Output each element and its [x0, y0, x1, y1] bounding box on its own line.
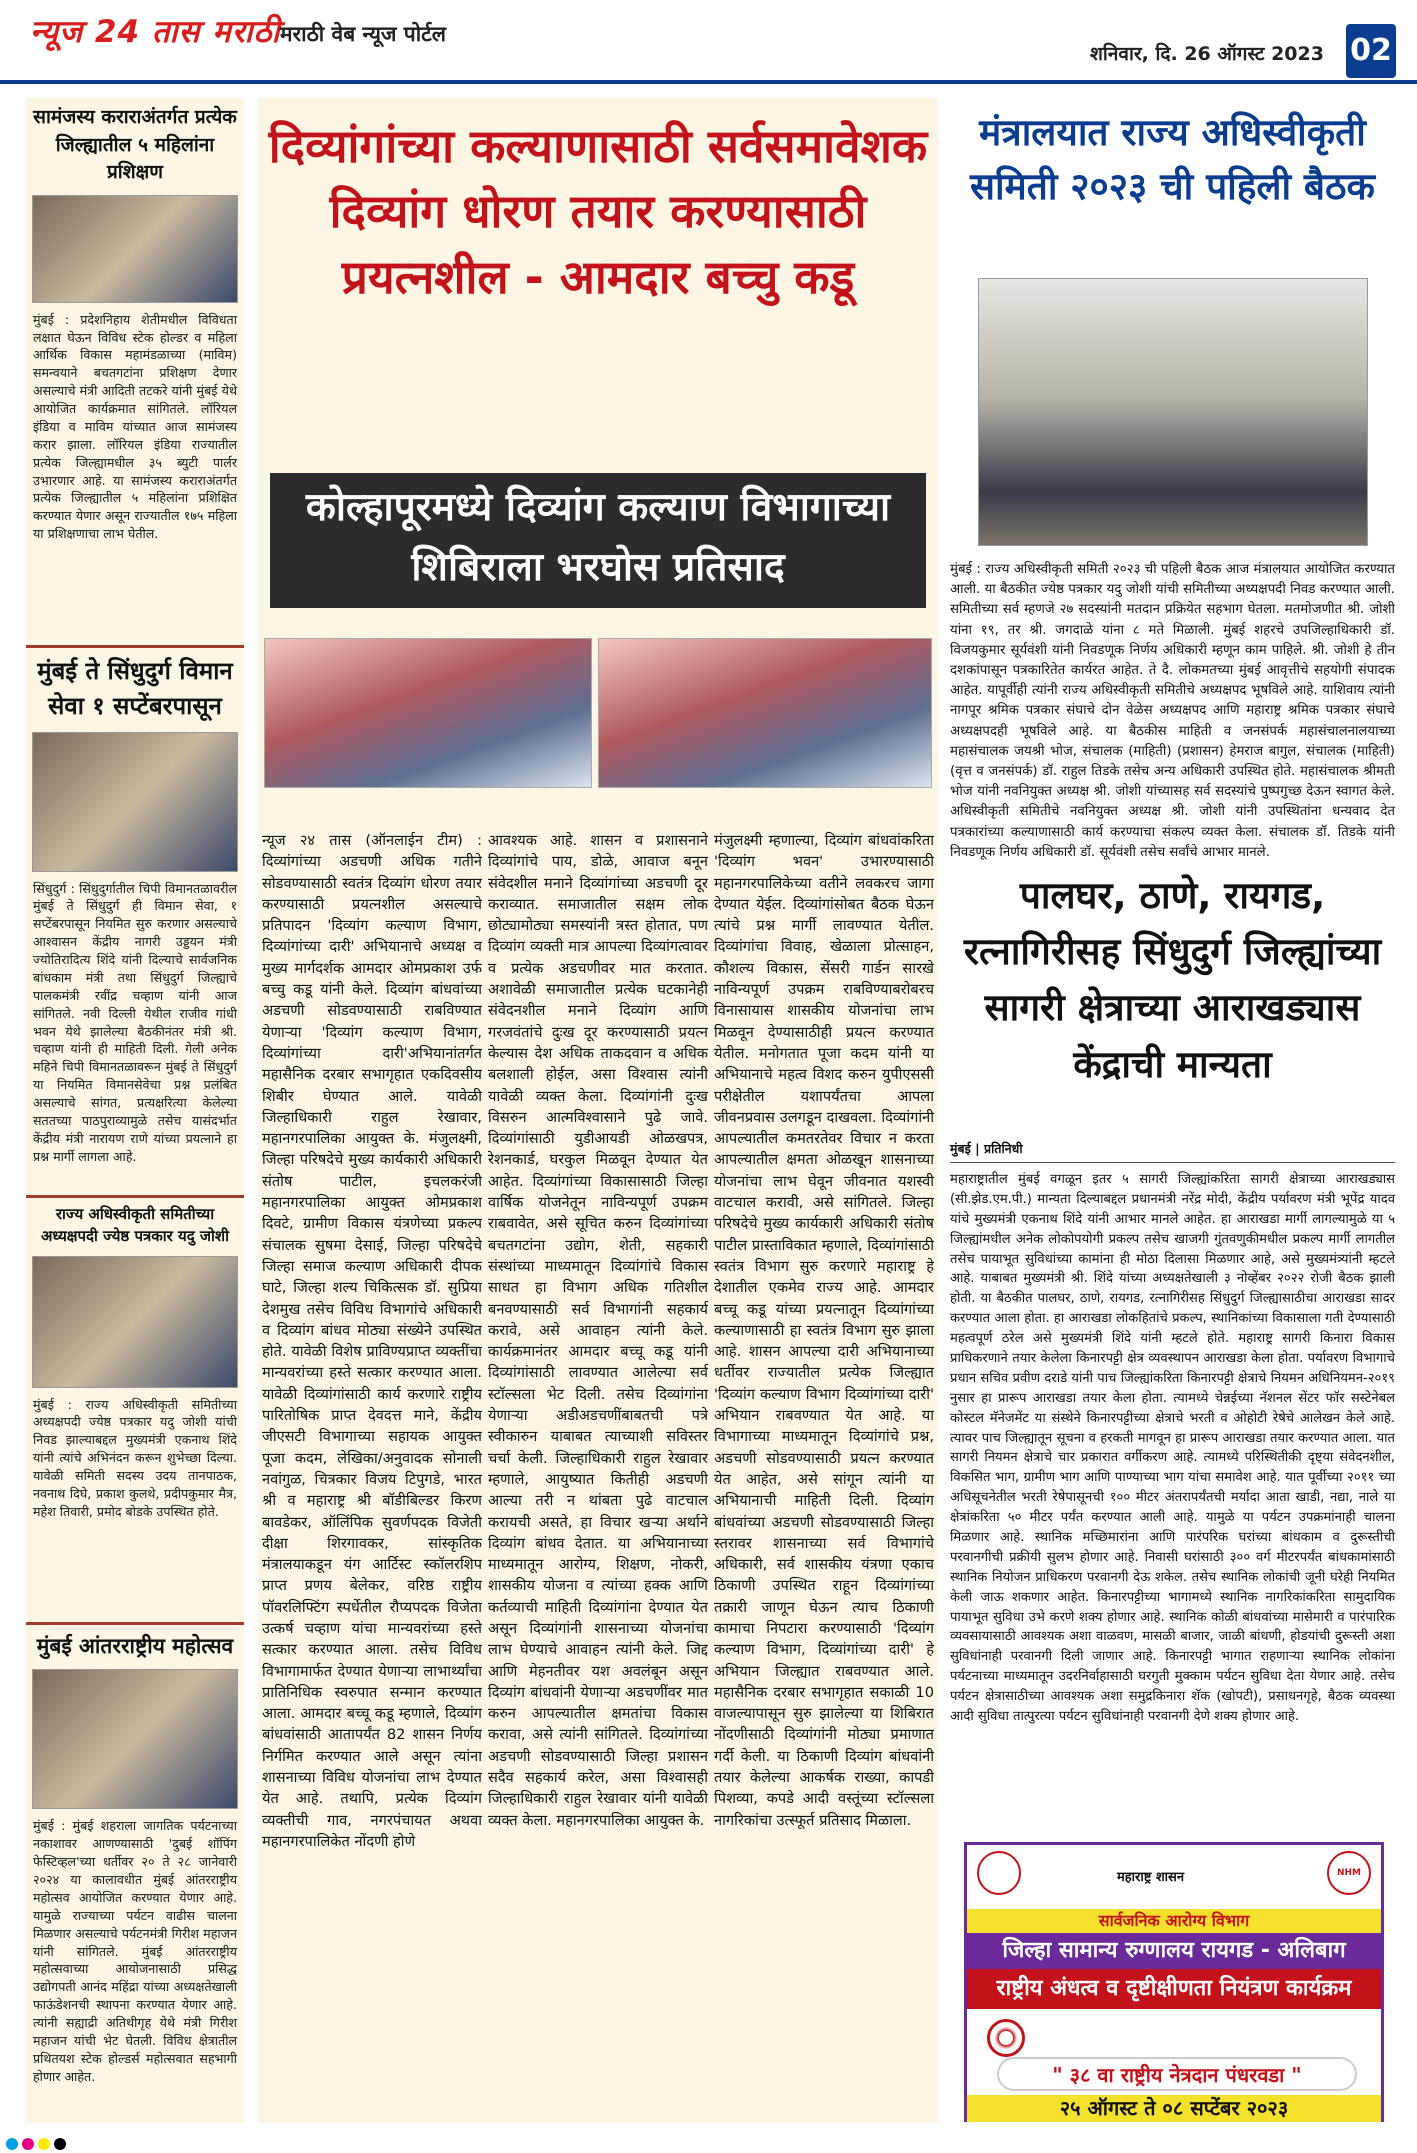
eye-logo-icon — [977, 1851, 1021, 1895]
eye-icon — [987, 2019, 1025, 2057]
right-story-body: मुंबई : राज्य अधिस्वीकृती समिती २०२३ ची पहिली बैठक आज मंत्रालयात आयोजित करण्यात आली. या बैठकीत ज्येष्ठ पत्रकार यदु जोशी यांची समितीच्या अध्यक्षपदी निवड करण्यात आली. समितीच्या सर्व म्हणजे २७ सदस्यांनी मतदान प्रक्रियेत सहभाग घेतला. मतमोजणीत श्री. जोशी यांना १९, तर श्री. जगदाळे यांना ८ मते मिळाली. मुंबई शहरचे उपजिल्हाधिकारी डॉ. विजयकुमार सूर्यवंशी यांनी निवडणूक निर्णय अधिकारी म्हणून काम पाहिले. श्री. जोशी हे तीन दशकांपासून पत्रकारितेत कार्यरत आहेत. ते दै. लोकमतच्या मुंबई आवृत्तीचे सहयोगी संपादक आहेत. यापूर्वीही त्यांनी राज्य अधिस्वीकृती समितीचे अध्यक्षपद भूषविले आहे. याशिवाय त्यांनी नागपूर श्रमिक पत्रकार संघाचे दोन वेळेस अध्यक्षपद आणि महाराष्ट्र श्रमिक पत्रकार संघाचे अध्यक्षपदही भूषविले आहे. या बैठकीस माहिती व जनसंपर्क महासंचालनालयाच्या महासंचालक जयश्री भोज, संचालक (माहिती) (प्रशासन) हेमराज बागुल, संचालक (माहिती) (वृत्त व जनसंपर्क) डॉ. राहुल तिडके तसेच अन्य अधिकारी उपस्थित होते. महासंचालक श्रीमती भोज यांनी नवनियुक्त अध्यक्ष श्री. जोशी यांच्यासह सर्व सदस्यांचे पुष्पगुच्छ देऊन स्वागत केले. अधिस्वीकृती समितीचे नवनियुक्त अध्यक्ष श्री. जोशी यांनी उपस्थितांना धन्यवाद देत पत्रकारांच्या कल्याणासाठी कार्य करण्याचा संकल्प व्यक्त केला. संचालक डॉ. तिडके यांनी निवडणूक निर्णय अधिकारी डॉ. सूर्यवंशी तसेच सर्वांचे आभार मानले. — [950, 562, 1395, 860]
nhm-logo-icon: NHM — [1327, 1851, 1371, 1895]
sidebar-story-body: मुंबई : राज्य अधिस्वीकृती समितीच्या अध्यक्षपदी ज्येष्ठ पत्रकार यदु जोशी यांची निवड झाल्याबद्दल मुख्यमंत्री एकनाथ शिंदे यांनी त्यांचे अभिनंदन करून शुभेच्छा दिल्या. यावेळी समिती सदस्य उदय तानपाठक, नवनाथ दिघे, प्रकाश कुलथे, प्रदीपकुमार मैत्र, महेश तिवारी, प्रमोद बोडके उपस्थित होते. — [33, 1396, 237, 1519]
main-photo-right — [598, 638, 932, 788]
sidebar-story-photo — [32, 732, 238, 872]
sidebar-story-body: मुंबई : प्रदेशनिहाय शेतीमधील विविधता लक्षात घेऊन विविध स्टेक होल्डर व महिला आर्थिक विकास महामंडळाच्या (माविम) समन्वयाने बचतगटांना प्रशिक्षण देणार असल्याचे मंत्री आदिती तटकरे यांनी मुंबई येथे आयोजित कार्यक्रमात सांगितले. लॉरियल इंडिया व माविम यांच्यात आज सामंजस्य करार झाला. लॉरियल इंडिया राज्यातील प्रत्येक जिल्ह्यामधील ३५ ब्युटी पार्लर उभारणार आहे. या सामंजस्य कराराअंतर्गत प्रत्येक जिल्ह्यातील ५ महिलांना प्रशिक्षित करण्यात येणार असून राज्यातील १७५ महिला या प्रशिक्षणाचा लाभ घेतील. — [33, 311, 237, 542]
main-body-column-3: मंजुलक्ष्मी म्हणाल्या, दिव्यांग बांधवांकरिता 'दिव्यांग भवन' उभारण्यासाठी महानगरपालिकेच्या वतीने लवकरच जागा देण्यात येईल. दिव्यांगांसोबत बैठक घेऊन त्यांचे प्रश्न मार्गी लावण्यात येतील. दिव्यांगांचा विवाह, खेळाला प्रोत्साहन, कौशल्य विकास, सेंसरी गार्डन सारखे नाविन्यपूर्ण उपक्रम राबविण्याबरोबरच विनासायास शासकीय योजनांचा लाभ मिळवून देण्यासाठीही प्रयत्न करण्यात येतील. मनोगतात पूजा कदम यांनी या अभियानाचे महत्व विशद करुन युपीएससी परीक्षेतील यशापर्यंतचा आपला जीवनप्रवास उलगडून दाखवला. दिव्यांगांनी आपल्यातील कमतरतेवर विचार न करता आपल्यातील क्षमता ओळखून शासनाच्या योजनांचा लाभ घेवून जीवनात यशस्वी वाटचाल करावी, असे सांगितले. जिल्हा परिषदेचे मुख्य कार्यकारी अधिकारी संतोष पाटील प्रास्ताविकात म्हणाले, दिव्यांगांसाठी स्वतंत्र विभाग सुरु करणारे महाराष्ट्र हे देशातील एकमेव राज्य आहे. आमदार बच्चू कडू यांच्या प्रयत्नातून दिव्यांगांच्या कल्याणासाठी हा स्वतंत्र विभाग सुरु झाला आहे. शासन आपल्या दारी अभियानाच्या धर्तीवर राज्यातील प्रत्येक जिल्ह्यात 'दिव्यांग कल्याण विभाग दिव्यांगांच्या दारी' अभियान राबवण्यात येत आहे. या विभागाच्या माध्यमातून दिव्यांगांचे प्रश्न, अडचणी सोडवण्यासाठी प्रयत्न करण्यात येत आहेत, असे सांगून त्यांनी या अभियानाची माहिती दिली. दिव्यांग बांधवांच्या अडचणी सोडवण्यासाठी जिल्हा स्तरावर शासनाच्या सर्व विभागांचे अधिकारी, सर्व शासकीय यंत्रणा एकाच ठिकाणी उपस्थित राहून दिव्यांगांच्या तक्रारी जाणून घेऊन त्याच ठिकाणी कामाचा निपटारा करण्यासाठी 'दिव्यांग कल्याण विभाग, दिव्यांगांच्या दारी' हे अभियान जिल्ह्यात राबवण्यात आले. महासैनिक दरबार सभागृहात सकाळी 10 वाजल्यापासून सुरु झालेल्या या शिबिरात नोंदणीसाठी दिव्यांगांनी मोठ्या प्रमाणात गर्दी केली. या ठिकाणी दिव्यांग बांधवांनी तयार केलेल्या आकर्षक राख्या, कापडी पिशव्या, कपडे आदी वस्तूंच्या स्टॉल्सला नागरिकांचा उत्स्फूर्त प्रतिसाद मिळाला. — [714, 832, 934, 1829]
main-sub-banner: कोल्हापूरमध्ये दिव्यांग कल्याण विभागाच्या शिबिराला भरघोस प्रतिसाद — [270, 473, 926, 608]
ad-hospital: जिल्हा सामान्य रुग्णालय रायगड - अलिबाग — [967, 1933, 1381, 1969]
sidebar-story-headline[interactable]: राज्य अधिस्वीकृती समितीच्या अध्यक्षपदी ज्येष्ठ पत्रकार यदु जोशी — [40, 1205, 230, 1245]
ad-dates: २५ ऑगस्ट ते ०८ सप्टेंबर २०२३ — [967, 2095, 1381, 2122]
right-story2-headline[interactable]: पालघर, ठाणे, रायगड, रत्नागिरीसह सिंधुदुर्ग जिल्ह्यांच्या सागरी क्षेत्राच्या आराखड्यास केंद्राची मान्यता — [963, 874, 1382, 1086]
government-advertisement[interactable] — [964, 1842, 1384, 2122]
sidebar-story-headline[interactable]: सामंजस्य कराराअंतर्गत प्रत्येक जिल्ह्यातील ५ महिलांना प्रशिक्षण — [33, 106, 237, 184]
magenta-dot-icon — [22, 2138, 34, 2150]
brand-subtitle: मराठी वेब न्यूज पोर्टल — [280, 22, 446, 46]
main-body-column-1: न्यूज २४ तास (ऑनलाईन टीम) : दिव्यांगांच्या अडचणी अधिक गतीने सोडवण्यासाठी स्वतंत्र दिव्यांग धोरण तयार करण्यासाठी प्रयत्नशील असल्याचे प्रतिपादन 'दिव्यांग कल्याण विभाग, दिव्यांगांच्या दारी' अभियानाचे अध्यक्ष व मुख्य मार्गदर्शक आमदार ओमप्रकाश उर्फ बच्चु कडू यांनी केले. दिव्यांग बांधवांच्या अडचणी सोडवण्यासाठी राबविण्यात येणाऱ्या 'दिव्यांग कल्याण विभाग, दिव्यांगांच्या दारी'अभियानांतर्गत महासैनिक दरबार सभागृहात एकदिवसीय शिबीर घेण्यात आले. यावेळी जिल्हाधिकारी राहुल रेखावार, महानगरपालिका आयुक्त के. मंजुलक्ष्मी, जिल्हा परिषदेचे मुख्य कार्यकारी अधिकारी संतोष पाटील, इचलकरंजी महानगरपालिका आयुक्त ओमप्रकाश दिवटे, ग्रामीण विकास यंत्रणेच्या प्रकल्प संचालक सुषमा देसाई, जिल्हा परिषदेचे जिल्हा समाज कल्याण अधिकारी दीपक घाटे, जिल्हा शल्य चिकित्सक डॉ. सुप्रिया देशमुख तसेच विविध विभागांचे अधिकारी व दिव्यांग बांधव मोठ्या संख्येने उपस्थित होते. यावेळी विशेष प्राविण्यप्राप्त व्यक्तींचा मान्यवरांच्या हस्ते सत्कार करण्यात आला. यावेळी दिव्यांगांसाठी कार्य करणारे राष्ट्रीय पारितोषिक प्राप्त देवदत्त माने, केंद्रीय जीएसटी विभागाच्या सहायक आयुक्त पूजा कदम, लेखिका/अनुवादक सोनाली नवांगुळ, चित्रकार विजय टिपुगडे, भारत श्री व महाराष्ट्र श्री बॉडीबिल्डर किरण बावडेकर, ऑलिंपिक सुवर्णपदक विजेती दीक्षा शिरगावकर, सांस्कृतिक मंत्रालयाकडून यंग आर्टिस्ट स्कॉलरशिप प्राप्त प्रणय बेलेकर, वरिष्ठ राष्ट्रीय पॉवरलिफ्टिंग स्पर्धेतील रौप्यपदक विजेता उत्कर्ष चव्हाण यांचा मान्यवरांच्या हस्ते सत्कार करण्यात आला. तसेच विविध विभागामार्फत देण्यात येणाऱ्या लाभार्थ्यांचा प्रातिनिधिक स्वरुपात सन्मान करण्यात आला. आमदार बच्चू कडू म्हणाले, दिव्यांग बांधवांसाठी आतापर्यंत 82 शासन निर्णय निर्गमित करण्यात आले असून त्यांना शासनाच्या विविध योजनांचा लाभ देण्यात येत आहे. तथापि, प्रत्येक दिव्यांग व्यक्तीची गाव, नगरपंचायत अथवा महानगरपालिकेत नोंदणी होणे — [262, 832, 482, 1850]
sidebar-story-photo — [32, 195, 238, 303]
right-story2-byline: मुंबई | प्रतिनिधी — [950, 1141, 1023, 1156]
right-story2-body: महाराष्ट्रातील मुंबई वगळून इतर ५ सागरी जिल्ह्यांकरिता सागरी क्षेत्राच्या आराखड्यास (सी.झेड.एम.पी.) मान्यता दिल्याबद्दल प्रधानमंत्री नरेंद्र मोदी, केंद्रीय पर्यावरण मंत्री भूपेंद्र यादव यांचे मुख्यमंत्री एकनाथ शिंदे यांनी आभार मानले आहेत. हा आराखडा मार्गी लागल्यामुळे या ५ जिल्ह्यांमधील अनेक लोकोपयोगी प्रकल्प तसेच खाजगी गुंतवणुकीमधील प्रकल्प मार्गी लागतील तसेच पायाभूत सुविधांच्या कामांना ही मोठा दिलासा मिळणार आहे, असे मुख्यमंत्र्यांनी म्हटले आहे. याबाबत मुख्यमंत्री श्री. शिंदे यांच्या अध्यक्षतेखाली ३ नोव्हेंबर २०२२ रोजी बैठक झाली होती. या बैठकीत पालघर, ठाणे, रायगड, रत्नागिरीसह सिंधुदुर्ग जिल्ह्यासाठीचा आराखडा सादर करण्यात आला होता. हा आराखडा लोकहितांचे प्रकल्प, स्थानिकांच्या विकासाला गती देण्यासाठी महत्वपूर्ण ठरेल असे मुख्यमंत्री शिंदे यांनी म्हटले होते. महाराष्ट्र सागरी किनारा विकास प्राधिकरणाने तयार केलेला किनारपट्टी क्षेत्र व्यवस्थापन आराखडा केला होता. पर्यावरण विभागाचे प्रधान सचिव प्रवीण दराडे यांनी पाच जिल्ह्यांकरिता किनारपट्टी क्षेत्राचे नियमन अधिनियमन-२०१९ नुसार हा प्रारूप आराखडा तयार केला होता. त्यामध्ये चेन्नईच्या नॅशनल सेंटर फॉर सस्टेनेबल कोस्टल मॅनेजमेंट या संस्थेने किनारपट्टीच्या क्षेत्राचे भरती व ओहोटी रेषेचे आलेखन केले आहे. त्यावर पाच जिल्ह्यातून सूचना व हरकती मागवून हा प्रारूप आराखडा तयार करण्यात आला. यात सागरी नियमन क्षेत्राचे चार प्रकारात वर्गीकरण आहे. त्यामध्ये परिस्थितीकी दृष्ट्या संवेदनशील, विकसित भाग, ग्रामीण भाग आणि पाण्याच्या भाग यांचा समावेश आहे. यात पूर्वीच्या २०११ च्या अधिसूचनेतील भरती रेषेपासूनची १०० मीटर अंतरापर्यंतची मर्यादा आता खाडी, नद्या, नाले या क्षेत्रांकरिता ५० मीटर पर्यंत करण्यात आली आहे. यामुळे या पर्यटन उपक्रमांनाही चालना मिळणार आहे. स्थानिक मच्छिमारांना आणि पारंपरिक घरांच्या बांधकाम व दुरूस्तीची परवानगीची प्रक्रीयी सुलभ होणार आहे. निवासी घरांसाठी ३०० वर्ग मीटरपर्यंत बांधकामांसाठी स्थानिक नियोजन प्राधिकरण परवानगी देऊ शकेल. तसेच स्थानिक लोकांची जूनी घरेही नियमित केली जाऊ शकणार आहेत. किनारपट्टीच्या भागामध्ये स्थानिक नागरिकांकरिता सामुदायिक पायाभूत सुविधा उभे करणे शक्य होणार आहे. स्थानिक कोळी बांधवांच्या मासेमारी व पारंपारिक व्यवसायासाठी आवश्यक अशा वाळवण, मासळी बाजार, जाळी बांधणी, होडयांची दुरूस्ती अशा सुविधांनाही परवानगी दिली जाणार आहे. किनारपट्टी भागात राहणाऱ्या स्थानिक लोकांना पर्यटनाच्या माध्यमातून उदरनिर्वाहासाठी घरगुती मुक्काम पर्यटन सुविधा देता येणार आहे. तसेच पर्यटन क्षेत्रासाठीच्या आवश्यक अशा समुद्रकिनारा शॅक (खोपटी), प्रसाधनगृहे, बैठक व्यवस्था आदी सुविधा तात्पुरत्या पर्यटन सुविधांनाही परवानगी देणे शक्य होणार आहे. — [950, 1172, 1395, 1725]
page-number: 02 — [1346, 24, 1396, 78]
divider — [950, 1162, 1395, 1163]
black-dot-icon — [54, 2138, 66, 2150]
sidebar-story-festival — [26, 1622, 244, 2122]
sidebar-story-committee — [26, 1195, 244, 1620]
left-sidebar — [26, 98, 244, 2123]
ad-fortnight: " ३८ वा राष्ट्रीय नेत्रदान पंधरवडा " — [997, 2057, 1357, 2091]
right-column — [950, 98, 1395, 2123]
ad-department: सार्वजनिक आरोग्य विभाग — [967, 1909, 1381, 1933]
ad-government-label: महाराष्ट्र शासन — [1117, 1870, 1185, 1885]
ad-program: राष्ट्रीय अंधत्व व दृष्टीक्षीणता नियंत्रण कार्यक्रम — [967, 1969, 1381, 2009]
main-body-column-2: आवश्यक आहे. शासन व प्रशासनाने दिव्यांगांचे पाय, डोळे, आवाज बनून संवेदशील मनाने दिव्यांगांच्या अडचणी दूर कराव्यात. समाजातील सक्षम लोक छोट्यामोठ्या समस्यांनी त्रस्त होतात, पण दिव्यांग व्यक्ती मात्र आपल्या दिव्यांगत्वावर व प्रत्येक अडचणीवर मात करतात. अशावेळी समाजातील प्रत्येक घटकानेही संवेदनशील मनाने दिव्यांग आणि गरजवंतांचे दुःख दूर करण्यासाठी प्रयत्न केल्यास देश अधिक ताकदवान व अधिक बलशाली होईल, असा विश्वास त्यांनी यावेळी व्यक्त केला. दिव्यांगांनी दुःख विसरुन आत्मविश्वासाने पुढे जावे. दिव्यांगांसाठी युडीआयडी ओळखपत्र, रेशनकार्ड, घरकुल मिळवून देण्यात येत आहेत. दिव्यांगांच्या विकासासाठी जिल्हा वार्षिक योजनेतून नाविन्यपूर्ण उपक्रम राबवावेत, असे सूचित करुन दिव्यांगांच्या बचतगटांना उद्योग, शेती, सहकारी संस्थांच्या माध्यमातून दिव्यांगांचे विकास साधत हा विभाग अधिक गतिशील बनवण्यासाठी सर्व विभागांनी सहकार्य करावे, असे आवाहन त्यांनी केले. कार्यक्रमानंतर आमदार बच्चू कडू यांनी दिव्यांगांसाठी लावण्यात आलेल्या सर्व स्टॉल्सला भेट दिली. तसेच दिव्यांगांना येणाऱ्या अडीअडचणींबाबतची पत्रे स्वीकारुन याबाबत त्याच्याशी सविस्तर चर्चा केली. जिल्हाधिकारी राहुल रेखावार म्हणाले, आयुष्यात कितीही अडचणी आल्या तरी न थांबता पुढे वाटचाल करायची असते, हा विचार खऱ्या अर्थाने दिव्यांग बांधव देतात. या अभियानाच्या माध्यमातून आरोग्य, शिक्षण, नोकरी, शासकीय योजना व त्यांच्या हक्क आणि कर्तव्याची माहिती दिव्यांगांना देण्यात येत असून दिव्यांगांनी शासनाच्या योजनांचा लाभ घेण्याचे आवाहन त्यांनी केले. जिद्द आणि मेहनतीवर यश अवलंबून असून दिव्यांग बांधवांनी येणाऱ्या अडचणींवर मात करुन आपल्यातील क्षमतांचा विकास करावा, असे त्यांनी सांगितले. दिव्यांगांच्या अडचणी सोडवण्यासाठी जिल्हा प्रशासन सदैव सहकार्य करेल, असा विश्वासही जिल्हाधिकारी राहुल रेखावार यांनी यावेळी व्यक्त केला. महानगरपालिका आयुक्त के. — [488, 832, 708, 1829]
sidebar-story-flight — [26, 645, 244, 1193]
sidebar-story-headline[interactable]: मुंबई आंतरराष्ट्रीय महोत्सव — [36, 1634, 234, 1658]
footer-color-dots — [6, 2135, 206, 2149]
right-story-photo — [978, 278, 1368, 546]
main-body-columns — [258, 830, 938, 2105]
sidebar-story-headline[interactable]: मुंबई ते सिंधुदुर्ग विमान सेवा १ सप्टेंबरपासून — [37, 657, 233, 720]
main-story — [258, 98, 938, 2123]
sidebar-story-training — [26, 98, 244, 643]
main-photo-left — [264, 638, 592, 788]
sidebar-story-photo — [32, 1669, 238, 1809]
main-headline[interactable]: दिव्यांगांच्या कल्याणासाठी सर्वसमावेशक दिव्यांग धोरण तयार करण्यासाठी प्रयत्नशील - आमदार बच्चु कडू — [268, 119, 928, 304]
ad-header — [967, 1845, 1381, 1903]
issue-date: शनिवार, दि. 26 ऑगस्ट 2023 — [1090, 43, 1324, 65]
sidebar-story-body: मुंबई : मुंबई शहराला जागतिक पर्यटनाच्या नकाशावर आणण्यासाठी 'दुबई शॉपिंग फेस्टिव्हल'च्या धर्तीवर २० ते २८ जानेवारी २०२४ या कालावधीत मुंबई आंतरराष्ट्रीय महोत्सव आयोजित करण्यात येणार आहे. यामुळे राज्याच्या पर्यटन वाढीस चालना मिळणार असल्याचे पर्यटनमंत्री गिरीश महाजन यांनी सांगितले. मुंबई आंतरराष्ट्रीय महोत्सवाच्या आयोजनासाठी प्रसिद्ध उद्योगपती आनंद महिंद्रा यांच्या अध्यक्षतेखाली फाऊंडेशनची स्थापना करण्यात येणार आहे. त्यांनी सह्याद्री अतिथीगृह येथे मंत्री गिरीश महाजन यांची भेट घेतली. विविध क्षेत्रातील प्रथितयश स्टेक होल्डर्स महोत्सवात सहभागी होणार आहेत. — [33, 1818, 237, 2084]
sidebar-story-body: सिंधुदुर्ग : सिंधुदुर्गातील चिपी विमानतळावरील मुंबई ते सिंधुदुर्ग ही विमान सेवा, १ सप्टेंबरपासून नियमित सुरु करणार असल्याचे आश्वासन केंद्रीय नागरी उड्डयन मंत्री ज्योतिरादित्य शिंदे यांनी दिल्याचे सार्वजनिक बांधकाम मंत्री तथा सिंधुदुर्ग जिल्ह्याचे पालकमंत्री रवींद्र चव्हाण यांनी आज सांगितले. नवी दिल्ली येथील राजीव गांधी भवन येथे झालेल्या बैठकीनंतर मंत्री श्री. चव्हाण यांनी ही माहिती दिली. गेली अनेक महिने चिपी विमानतळावरून मुंबई ते सिंधुदुर्ग या नियमित विमानसेवेचा प्रश्न प्रलंबित असल्याचे सांगत, प्रत्यक्षरित्या केलेल्या सततच्या पाठपुराव्यामुळे तसेच यासंदर्भात केंद्रीय मंत्री नारायण राणे यांच्या प्रयत्नाने हा प्रश्न मार्गी लागला आहे. — [33, 880, 237, 1164]
right-story-headline[interactable]: मंत्रालयात राज्य अधिस्वीकृती समिती २०२३ ची पहिली बैठक — [970, 111, 1375, 208]
brand-logo[interactable]: न्यूज 24 तास मराठी — [30, 14, 281, 50]
yellow-dot-icon — [38, 2138, 50, 2150]
cyan-dot-icon — [6, 2138, 18, 2150]
sidebar-story-photo — [32, 1256, 238, 1388]
